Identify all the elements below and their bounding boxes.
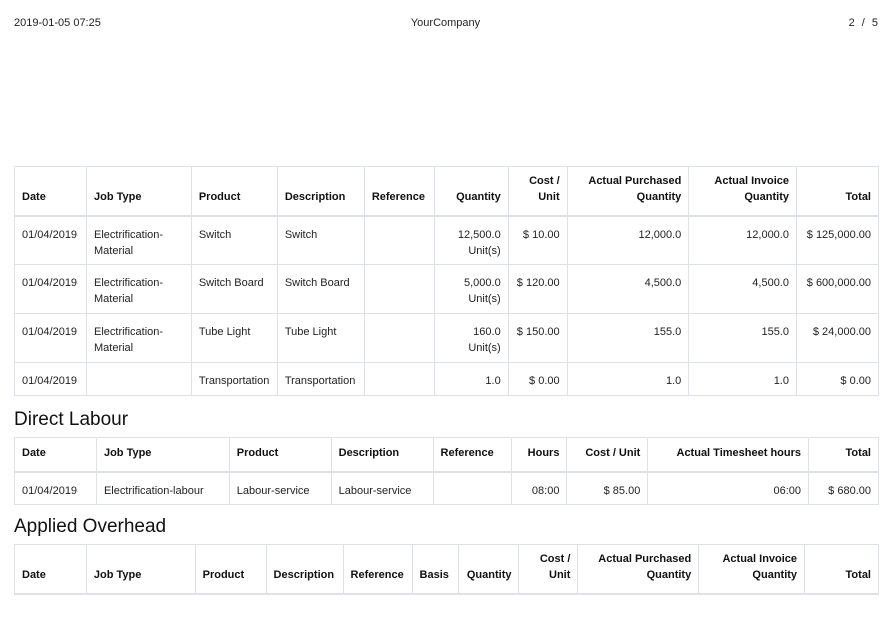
cell-total: $ 24,000.00 bbox=[796, 314, 878, 363]
cell-quantity: 5,000.0 Unit(s) bbox=[434, 265, 508, 314]
col-description: Description bbox=[331, 438, 433, 472]
cell-description: Labour-service bbox=[331, 472, 433, 505]
cell-job-type: Electrification- Material bbox=[86, 216, 191, 265]
col-date: Date bbox=[15, 167, 87, 216]
cell-date: 01/04/2019 bbox=[15, 265, 87, 314]
col-actual-timesheet-hours: Actual Timesheet hours bbox=[648, 438, 809, 472]
cell-reference bbox=[433, 472, 512, 505]
col-total: Total bbox=[796, 167, 878, 216]
cell-actual-purchased-qty: 4,500.0 bbox=[567, 265, 689, 314]
cell-product: Transportation bbox=[191, 363, 277, 396]
cell-quantity: 160.0 Unit(s) bbox=[434, 314, 508, 363]
cell-product: Labour-service bbox=[229, 472, 331, 505]
cell-reference bbox=[364, 265, 434, 314]
col-date: Date bbox=[15, 438, 97, 472]
page-separator: / bbox=[861, 17, 865, 29]
cell-date: 01/04/2019 bbox=[15, 472, 97, 505]
col-product: Product bbox=[191, 167, 277, 216]
page-current: 2 bbox=[848, 17, 855, 29]
table-row bbox=[15, 216, 879, 265]
col-product: Product bbox=[229, 438, 331, 472]
col-reference: Reference bbox=[343, 545, 412, 594]
page-number bbox=[849, 17, 878, 29]
col-date: Date bbox=[15, 545, 87, 594]
cell-quantity: 12,500.0 Unit(s) bbox=[434, 216, 508, 265]
cell-product: Switch Board bbox=[191, 265, 277, 314]
col-description: Description bbox=[277, 167, 364, 216]
cell-job-type: Electrification- Material bbox=[86, 265, 191, 314]
col-reference: Reference bbox=[364, 167, 434, 216]
cell-reference bbox=[364, 314, 434, 363]
cell-description: Transportation bbox=[277, 363, 364, 396]
cell-cost-unit: $ 85.00 bbox=[567, 472, 648, 505]
page-total: 5 bbox=[871, 17, 878, 29]
cell-total: $ 125,000.00 bbox=[796, 216, 878, 265]
cell-total: $ 680.00 bbox=[809, 472, 879, 505]
direct-labour-title: Direct Labour bbox=[14, 409, 129, 430]
applied-overhead-table bbox=[14, 544, 879, 595]
col-actual-purchased-qty: Actual Purchased Quantity bbox=[567, 167, 689, 216]
col-job-type: Job Type bbox=[86, 167, 191, 216]
cell-actual-timesheet-hours: 06:00 bbox=[648, 472, 809, 505]
cell-total: $ 600,000.00 bbox=[796, 265, 878, 314]
cell-actual-purchased-qty: 12,000.0 bbox=[567, 216, 689, 265]
col-cost-unit: Cost / Unit bbox=[567, 438, 648, 472]
labour-header-row bbox=[15, 438, 879, 472]
cell-description: Switch bbox=[277, 216, 364, 265]
cell-actual-purchased-qty: 1.0 bbox=[567, 363, 689, 396]
col-basis: Basis bbox=[412, 545, 458, 594]
cell-description: Tube Light bbox=[277, 314, 364, 363]
cell-cost-unit: $ 10.00 bbox=[508, 216, 567, 265]
col-reference: Reference bbox=[433, 438, 512, 472]
cell-hours: 08:00 bbox=[512, 472, 567, 505]
cell-reference bbox=[364, 363, 434, 396]
cell-date: 01/04/2019 bbox=[15, 314, 87, 363]
cell-cost-unit: $ 150.00 bbox=[508, 314, 567, 363]
col-actual-invoice-qty: Actual Invoice Quantity bbox=[699, 545, 805, 594]
cell-job-type: Electrification- Material bbox=[86, 314, 191, 363]
col-job-type: Job Type bbox=[86, 545, 195, 594]
cell-job-type bbox=[86, 363, 191, 396]
col-actual-purchased-qty: Actual Purchased Quantity bbox=[578, 545, 699, 594]
print-datetime: 2019-01-05 07:25 bbox=[14, 17, 101, 29]
material-header-row bbox=[15, 167, 879, 216]
col-actual-invoice-qty: Actual Invoice Quantity bbox=[689, 167, 797, 216]
table-row bbox=[15, 314, 879, 363]
cell-total: $ 0.00 bbox=[796, 363, 878, 396]
table-row bbox=[15, 265, 879, 314]
cell-date: 01/04/2019 bbox=[15, 216, 87, 265]
cell-job-type: Electrification-labour bbox=[96, 472, 229, 505]
cell-actual-invoice-qty: 155.0 bbox=[689, 314, 797, 363]
material-table bbox=[14, 166, 879, 396]
cell-product: Switch bbox=[191, 216, 277, 265]
applied-overhead-title: Applied Overhead bbox=[14, 516, 167, 537]
col-total: Total bbox=[805, 545, 879, 594]
direct-labour-table bbox=[14, 437, 879, 505]
cell-actual-invoice-qty: 1.0 bbox=[689, 363, 797, 396]
col-cost-unit: Cost / Unit bbox=[508, 167, 567, 216]
cell-actual-invoice-qty: 12,000.0 bbox=[689, 216, 797, 265]
cell-product: Tube Light bbox=[191, 314, 277, 363]
table-row bbox=[15, 363, 879, 396]
col-description: Description bbox=[266, 545, 343, 594]
col-hours: Hours bbox=[512, 438, 567, 472]
col-product: Product bbox=[195, 545, 266, 594]
col-cost-unit: Cost / Unit bbox=[519, 545, 578, 594]
table-row bbox=[15, 472, 879, 505]
col-total: Total bbox=[809, 438, 879, 472]
cell-actual-purchased-qty: 155.0 bbox=[567, 314, 689, 363]
col-quantity: Quantity bbox=[458, 545, 519, 594]
cell-cost-unit: $ 120.00 bbox=[508, 265, 567, 314]
cell-reference bbox=[364, 216, 434, 265]
cell-cost-unit: $ 0.00 bbox=[508, 363, 567, 396]
cell-description: Switch Board bbox=[277, 265, 364, 314]
cell-actual-invoice-qty: 4,500.0 bbox=[689, 265, 797, 314]
company-name: YourCompany bbox=[410, 17, 481, 29]
cell-date: 01/04/2019 bbox=[15, 363, 87, 396]
col-job-type: Job Type bbox=[96, 438, 229, 472]
cell-quantity: 1.0 bbox=[434, 363, 508, 396]
col-quantity: Quantity bbox=[434, 167, 508, 216]
overhead-header-row bbox=[15, 545, 879, 594]
